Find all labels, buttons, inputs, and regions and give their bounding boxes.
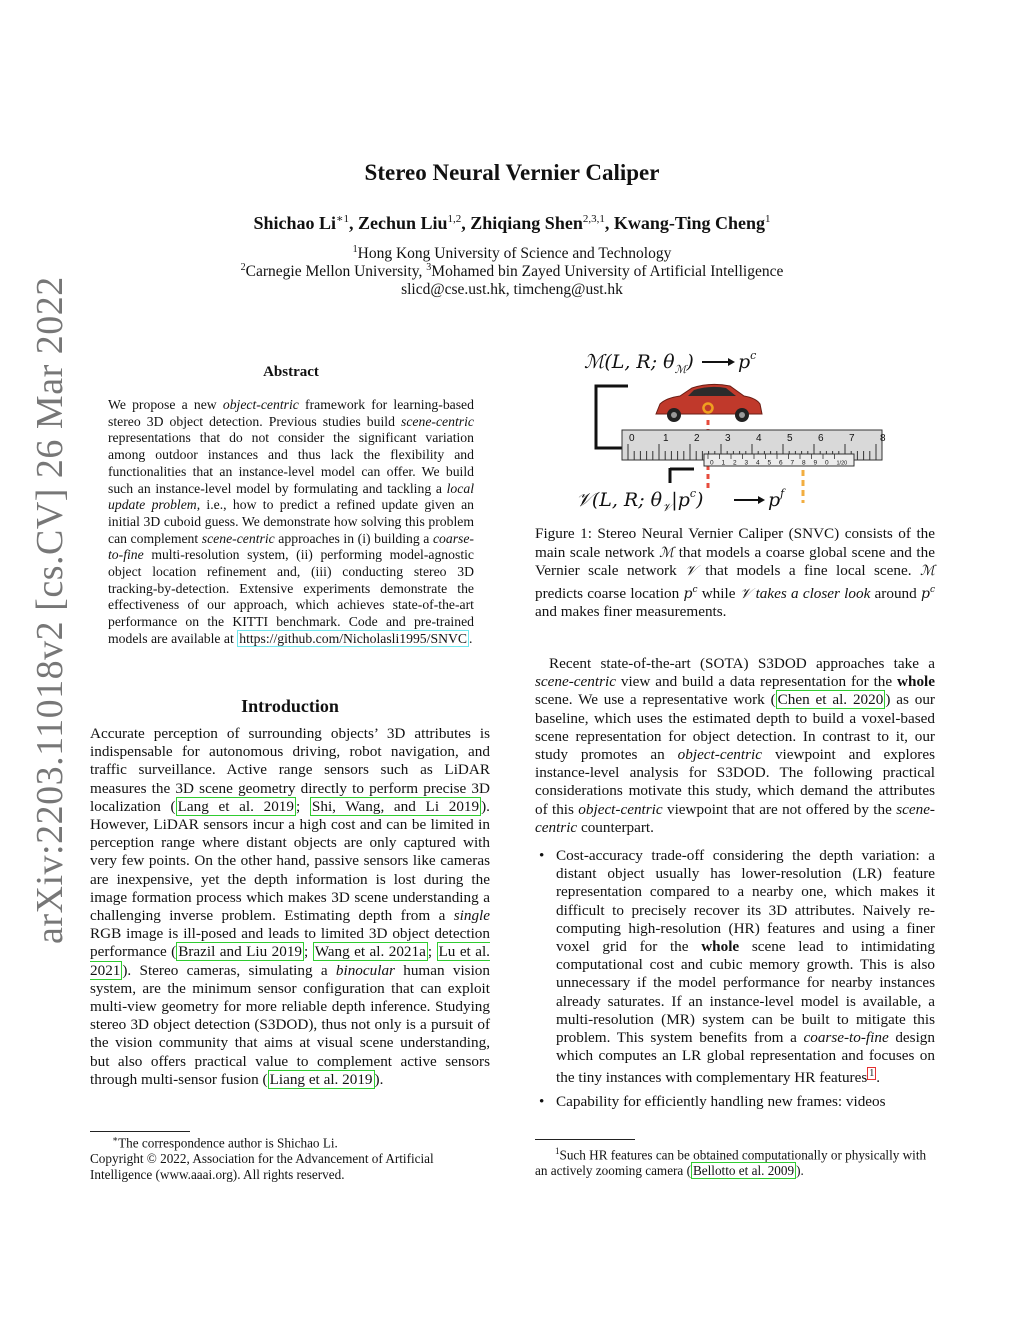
arrow-head <box>728 358 735 366</box>
citation-link[interactable]: Liang et al. 2019 <box>269 1070 373 1088</box>
main-scale-label: 6 <box>818 433 824 444</box>
author-list: Shichao $Li^{∗1}$, Zechun Liu$^{1,2}$, Zhiqiang Shen$^{2,3,1}$, Kwang-Ting Cheng$^1$ <box>253 213 771 233</box>
main-scale-label: 3 <box>725 433 731 444</box>
author-name: Kwang-Ting Cheng <box>613 213 766 233</box>
citation-link[interactable]: Lang et al. 2019 <box>177 797 294 815</box>
citation-link[interactable]: Shi, Wang, and Li 2019 <box>311 797 480 815</box>
main-network-formula: ℳ(L, R; $\theta_ℳ$) <box>584 351 694 376</box>
main-scale-label: 0 <box>629 433 635 444</box>
snvc-diagram <box>570 338 950 518</box>
paper-title: Stereo Neural Vernier Caliper <box>364 160 660 185</box>
introduction-heading: Introduction <box>241 696 339 716</box>
author-emails: slicd@cse.ust.hk, timcheng@ust.hk <box>401 281 623 298</box>
author-affil-sup: 2,3,1 <box>582 213 605 225</box>
figure-1 <box>570 338 950 518</box>
vernier-scale-label: 1 <box>721 459 726 467</box>
vernier-scale-label: 0 <box>825 459 829 467</box>
author-affil-sup: ∗1 <box>335 213 349 225</box>
vernier-scale-label: 8 <box>802 459 806 467</box>
author-affil-sup: 1,2 <box>447 213 462 225</box>
vernier-scale-label: 9 <box>813 459 818 467</box>
arrow-head <box>758 496 765 504</box>
main-scale-label: 4 <box>756 433 762 444</box>
figure-1-caption: Figure 1: Stereo Neural Vernier Caliper (SNVC) consists of the main scale network ℳ that models a coarse global scene and the Vernier scale network 𝒱 that models a fine local scene. ℳ predicts coarse location $p^c$ while 𝒱 takes a closer look around $p^c$ and makes finer measurements. <box>535 525 935 621</box>
affiliation-line-2: $^2$Carnegie Mellon University, $^3$Mohamed bin Zayed University of Artificial Intelligence <box>240 262 784 281</box>
author-affil-sup: 1 <box>765 213 771 225</box>
author-name: Shichao Li <box>253 213 336 233</box>
footnote-ref-link[interactable]: 1 <box>869 1068 875 1080</box>
vernier-scale-label: 4 <box>756 459 760 467</box>
introduction-body: Accurate perception of surrounding objects’ 3D attributes is indispensable for autonomous driving, robot navigation, and traffic surveillance. Active range sensors such as LiDAR measures the 3D scene geometry directly to perform precise 3D localization ( Lang et al. 2019 ; Shi, Wang, and Li 2019 ). However, LiDAR sensors incur a high cost and can be limited in perception range where distant objects are only captured with very few points. On the other hand, passive sensors like cameras are inexpensive, yet the depth information is lost during the image formation process which makes 3D scene understanding a challenging inverse problem. Estimating depth from a single RGB image is ill-posed and leads to limited 3D object detection performance ( Brazil and Liu 2019 ; Wang et al. 2021a ; Lu et al. 2021 ). Stereo cameras, simulating a binocular human vision system, are the minimum sensor configuration that can exploit multi-view geometry for more reliable depth inference. Studying stereo 3D object detection (S3DOD), thus not only is a pursuit of the vision community that aims at visual scene understanding, but also offers practical value to complement active sensors through multi-sensor fusion ( Liang et al. 2019 ). <box>90 725 490 1088</box>
right-column-paragraph: Recent state-of-the-art (SOTA) S3DOD approaches take a scene-centric view and build a data representation for the whole scene. We use a representative work ( Chen et al. 2020 ) as our baseline, which uses the estimated depth to build a voxel-based scene representation for object detection. In contrast to it, our study promotes an object-centric viewpoint and explores instance-level analysis for S3DOD. The following practical considerations motivate this study, which demand the attributes of this object-centric viewpoint that are not offered by the scene-centric counterpart. <box>535 655 935 836</box>
vernier-network-formula: 𝒱(L, R; $\theta_𝒱|p^c$) <box>576 487 704 514</box>
author-name: Zechun Liu <box>357 213 448 233</box>
arxiv-identifier: arXiv:2203.11018v2 [cs.CV] 26 Mar 2022 <box>29 276 71 944</box>
vernier-scale-label: 5 <box>767 459 772 467</box>
main-scale-label: 8 <box>880 433 886 444</box>
abstract-heading: Abstract <box>263 364 319 380</box>
citation-link[interactable]: Wang et al. 2021a <box>314 943 426 961</box>
affiliation-line-1: $^1$Hong Kong University of Science and Technology <box>352 244 672 263</box>
bullet-list <box>535 847 935 1116</box>
code-link[interactable]: https://github.com/Nicholasli1995/SNVC <box>239 630 467 646</box>
copyright-notice: Copyright © 2022, Association for the Advancement of Artificial Intelligence (www.aaai.org). All rights reserved. <box>90 1151 434 1183</box>
vernier-scale-label: 2 <box>733 459 737 467</box>
abstract-body: We propose a new object-centric framework for learning-based stereo 3D object detection. Previous studies build scene-centric representations that do not consider the significant variation among outdoor instances and thus lack the flexibility and functionalities that an instance-level model can offer. We build such an instance-level model by formulating and tackling a local update problem, i.e., how to predict a refined update given an initial 3D cuboid guess. We demonstrate how solving this problem can complement scene-centric approaches in (i) building a coarse-to-fine multi-resolution system, (ii) performing model-agnostic object location refinement and, (iii) conducting stereo 3D tracking-by-detection. Extensive experiments demonstrate the effectiveness of our approach, which achieves state-of-the-art performance on the KITTI benchmark. Code and pre-trained models are available at https://github.com/Nicholasli1995/SNVC . <box>108 397 474 646</box>
vernier-scale-label: 1/20 <box>836 460 848 467</box>
author-name: Zhiqiang Shen <box>470 213 583 233</box>
coarse-location-label: $p^c$ <box>738 349 757 373</box>
vernier-scale-label: 7 <box>790 459 795 467</box>
citation-link[interactable]: Chen et al. 2020 <box>777 691 884 709</box>
vernier-scale-label: 3 <box>744 459 749 467</box>
bullet-item: • Capability for efficiently handling new frames: videos <box>539 1092 886 1110</box>
main-scale-label: 7 <box>849 433 855 444</box>
left-footnote: ∗The correspondence author is Shichao Li. Copyright © 2022, Association for the Advancement of Artificial Intelligence (www.aaai.org). All rights reserved. <box>90 1131 490 1183</box>
main-scale-label: 1 <box>663 433 669 444</box>
right-footnote: $^1$Such HR features can be obtained computationally or physically with an actively zooming camera ( Bellotto et al. 2009 ). <box>535 1146 927 1179</box>
citation-link[interactable]: Lu et al. 2021 <box>90 943 490 979</box>
vernier-scale-label: 0 <box>710 459 714 467</box>
main-scale-label: 2 <box>694 433 700 444</box>
citation-link[interactable]: Brazil and Liu 2019 <box>178 943 303 961</box>
fine-location-label: $p^f$ <box>768 487 785 511</box>
footnote-rule <box>535 1139 635 1140</box>
citation-link[interactable]: Bellotto et al. 2009 <box>692 1163 795 1179</box>
bullet-item: • Cost-accuracy trade-off considering the depth variation: a distant object usually has lower-resolution (LR) feature representation compared to a nearby one, which makes it difficult to precisely recover its 3D attributes. Naively re-computing high-resolution (HR) features and using a finer voxel grid for the whole scene lead to intimidating computational cost and cubic memory growth. This is also unnecessary if the model performance for nearby instances already saturates. If an instance-level model is available, a multi-resolution (MR) system can be built to mitigate this problem. This system benefits from a coarse-to-fine design which computes an LR global representation and focuses on the tiny instances with complementary HR features $^1$ . <box>539 847 935 1087</box>
vernier-scale-label: 6 <box>779 459 783 467</box>
main-scale-label: 5 <box>787 433 793 444</box>
